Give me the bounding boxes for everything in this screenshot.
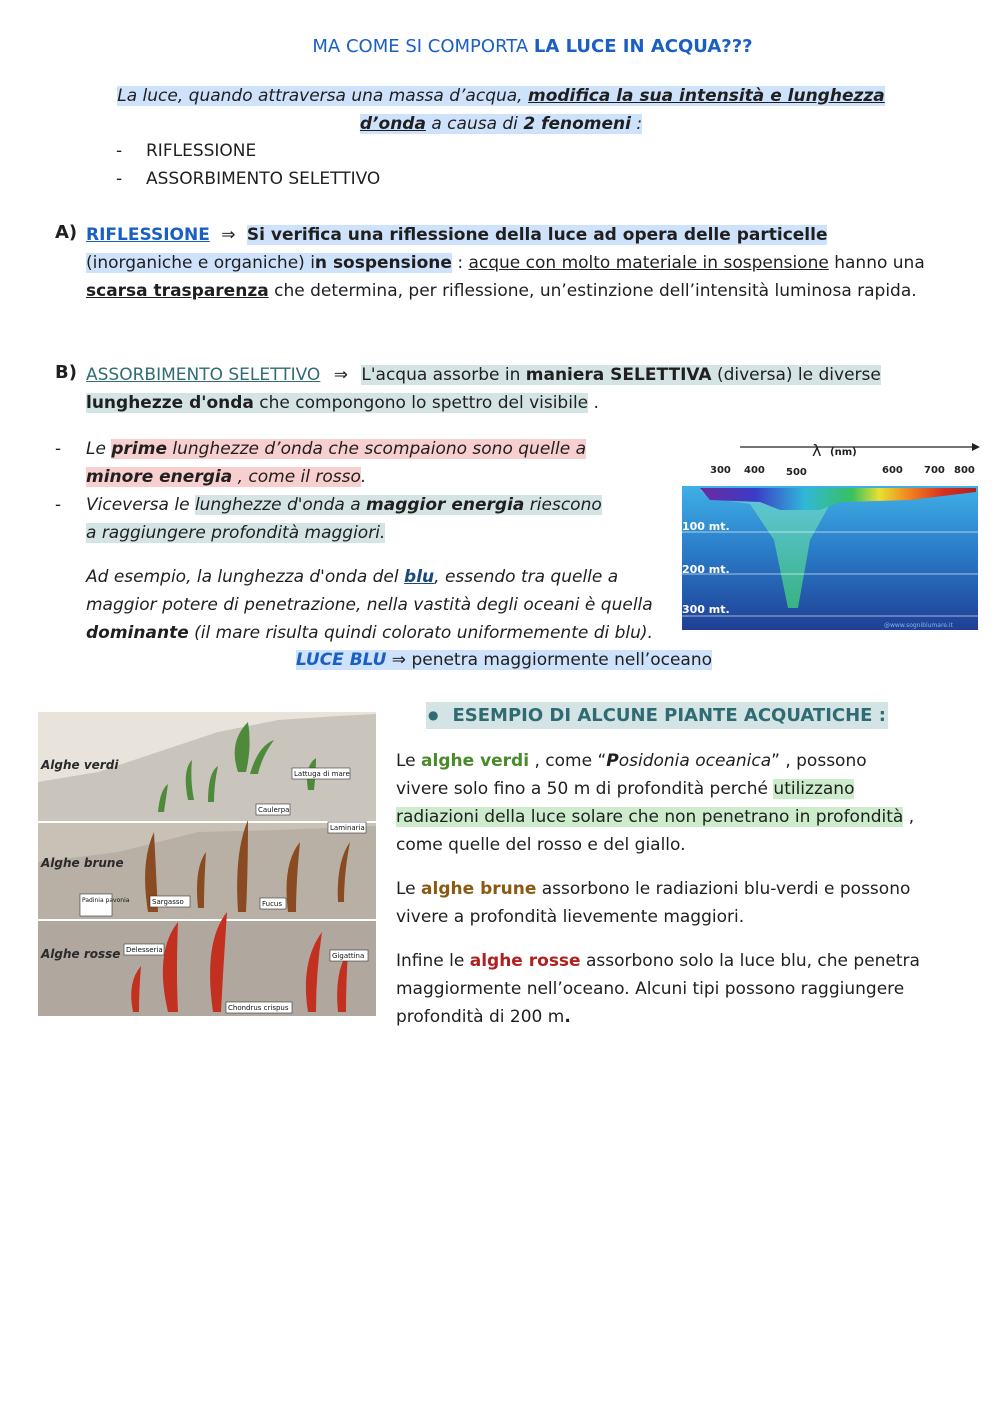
green-algae-paragraph: Le alghe verdi , come “Posidonia oceanica” , possono vivere solo fino a 50 m di profondità perché utilizzano radiazioni della luce solare che non penetrano in profondità , come quelle del rosso e del giallo. — [396, 751, 915, 855]
section-a-body: RIFLESSIONE ⇒ Si verifica una riflessione della luce ad opera delle particelle (inorganiche e organiche) in sospensione : acque con molto materiale in sospensione hanno una scarsa trasparenza che determina, per riflessione, un’estinzione dell’intensità luminosa rapida. — [86, 225, 925, 301]
section-b-marker: B) — [55, 362, 77, 383]
species-label: Laminaria — [330, 824, 365, 832]
bullet-icon: ● — [428, 708, 439, 722]
list-item: - RIFLESSIONE — [116, 141, 257, 161]
tick-label: 700 — [924, 465, 945, 476]
species-label: Chondrus crispus — [228, 1004, 289, 1012]
section-b-body: ASSORBIMENTO SELETTIVO ⇒ L'acqua assorbe in maniera SELETTIVA (diversa) le diverse lunghezze d'onda che compongono lo spettro del visibile . — [86, 365, 881, 413]
species-label: Gigattina — [332, 952, 365, 960]
title-prefix: MA COME SI COMPORTA — [312, 36, 534, 57]
zone-label: Alghe rosse — [41, 947, 121, 961]
section-a-title[interactable]: RIFLESSIONE — [86, 225, 210, 245]
image-credit: @www.sogniblumare.it — [884, 622, 953, 629]
depth-label: 200 mt. — [682, 563, 730, 576]
species-label: Delesseria — [126, 946, 163, 954]
unit-label: (nm) — [830, 447, 857, 458]
species-label: Caulerpa — [258, 806, 290, 814]
zone-label: Alghe brune — [41, 856, 124, 870]
zone-red — [38, 920, 376, 1016]
page-title — [0, 36, 1000, 57]
species-label: Fucus — [262, 900, 283, 908]
bullet-red: - Le prime lunghezze d’onda che scompaiono sono quelle a minore energia , come il rosso. — [55, 439, 587, 487]
plants-heading: ● ESEMPIO DI ALCUNE PIANTE ACQUATICHE : — [426, 702, 888, 729]
brown-algae-paragraph: Le alghe brune assorbono le radiazioni blu-verdi e possono vivere a profondità lievemente maggiori. — [396, 879, 911, 927]
species-label: Padinia pavonia — [82, 897, 130, 904]
depth-label: 100 mt. — [682, 520, 730, 533]
phenomena-list — [116, 137, 516, 193]
tick-label: 400 — [744, 465, 765, 476]
title-bold: LA LUCE IN ACQUA??? — [533, 36, 753, 57]
tick-label: 600 — [882, 465, 903, 476]
algae-figure — [38, 712, 376, 1016]
bullet-teal: - Viceversa le lunghezze d'onda a maggior energia riescono a raggiungere profondità maggiori. — [55, 495, 602, 543]
intro-text: La luce, quando attraversa una massa d’acqua, modifica la sua intensità e lunghezza d’onda a causa di 2 fenomeni : — [117, 86, 885, 134]
tick-label: 800 — [954, 465, 975, 476]
lambda-label: λ — [812, 441, 822, 460]
species-label: Sargasso — [152, 898, 184, 906]
species-label: Lattuga di mare — [294, 770, 350, 778]
red-algae-paragraph: Infine le alghe rosse assorbono solo la luce blu, che penetra maggiormente nell’oceano. Alcuni tipi possono raggiungere profondità di 200 m. — [396, 951, 920, 1027]
list-item: - ASSORBIMENTO SELETTIVO — [116, 169, 381, 189]
zone-label: Alghe verdi — [41, 758, 119, 772]
section-a-marker: A) — [55, 222, 78, 243]
depth-label: 300 mt. — [682, 603, 730, 616]
tick-label: 300 — [710, 465, 731, 476]
section-b-title[interactable]: ASSORBIMENTO SELETTIVO — [86, 365, 321, 385]
intro-paragraph — [86, 82, 916, 138]
tick-label: 500 — [786, 467, 807, 478]
luce-blu-line: LUCE BLU ⇒ penetra maggiormente nell’oceano — [296, 650, 712, 670]
blue-example: Ad esempio, la lunghezza d'onda del blu, essendo tra quelle a maggior potere di penetrazione, nella vastità degli oceani è quella dominante (il mare risulta quindi colorato uniformemente di blu). — [86, 567, 653, 643]
spectrum-figure — [680, 440, 980, 632]
